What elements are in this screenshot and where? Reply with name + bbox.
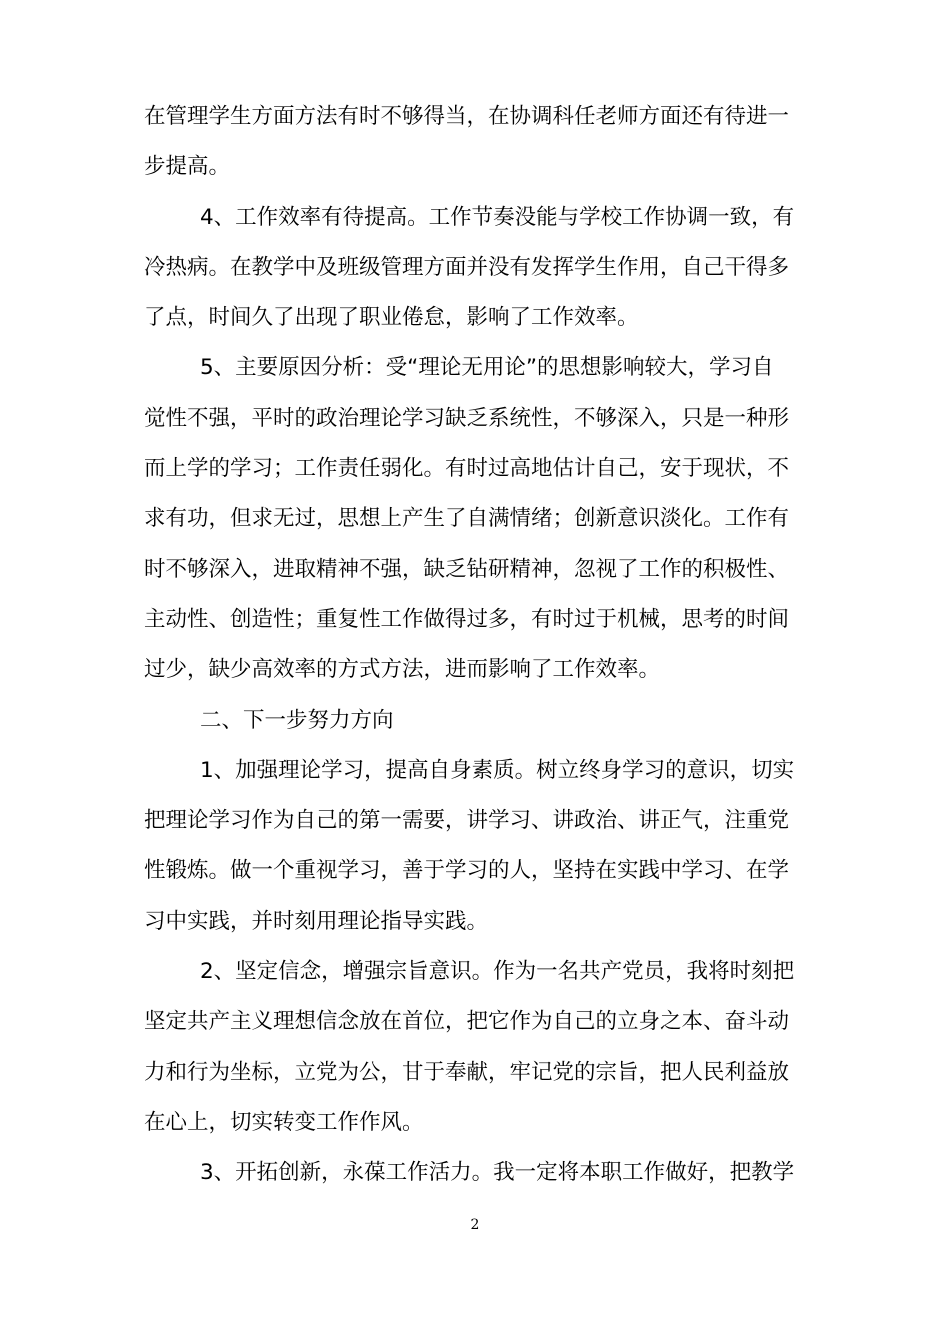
text-line-16: 性锻炼。做一个重视学习，善于学习的人，坚持在实践中学习、在学 bbox=[144, 858, 790, 884]
text-line-11: 主动性、创造性；重复性工作做得过多，有时过于机械，思考的时间 bbox=[144, 606, 790, 632]
text-line-1: 在管理学生方面方法有时不够得当，在协调科任老师方面还有待进一 bbox=[144, 104, 790, 129]
text-line-21: 在心上，切实转变工作作风。 bbox=[144, 1109, 424, 1135]
text-line-10: 时不够深入，进取精神不强，缺乏钻研精神，忽视了工作的积极性、 bbox=[144, 556, 790, 582]
body-text bbox=[144, 92, 834, 1199]
page-number: 2 bbox=[470, 1217, 480, 1233]
text-line-22: 3、开拓创新，永葆工作活力。我一定将本职工作做好，把教学 bbox=[200, 1160, 795, 1186]
text-line-2: 步提高。 bbox=[144, 154, 231, 180]
text-line-17: 习中实践，并时刻用理论指导实践。 bbox=[144, 908, 489, 934]
text-line-19: 坚定共产主义理想信念放在首位，把它作为自己的立身之本、奋斗动 bbox=[144, 1009, 790, 1035]
text-line-3: 4、工作效率有待提高。工作节奏没能与学校工作协调一致，有 bbox=[200, 204, 795, 230]
text-line-15: 把理论学习作为自己的第一需要，讲学习、讲政治、讲正气，注重党 bbox=[144, 808, 790, 834]
text-line-4: 冷热病。在教学中及班级管理方面并没有发挥学生作用，自己干得多 bbox=[144, 254, 790, 280]
text-line-8: 而上学的学习；工作责任弱化。有时过高地估计自己，安于现状，不 bbox=[144, 456, 790, 482]
text-line-18: 2、坚定信念，增强宗旨意识。作为一名共产党员，我将时刻把 bbox=[200, 959, 795, 985]
section-heading: 二、下一步努力方向 bbox=[200, 707, 394, 733]
text-line-20: 力和行为坐标，立党为公，甘于奉献，牢记党的宗旨，把人民利益放 bbox=[144, 1059, 790, 1085]
text-line-9: 求有功，但求无过，思想上产生了自满情绪；创新意识淡化。工作有 bbox=[144, 506, 790, 532]
text-line-5: 了点，时间久了出现了职业倦怠，影响了工作效率。 bbox=[144, 305, 639, 331]
text-line-12: 过少，缺少高效率的方式方法，进而影响了工作效率。 bbox=[144, 657, 661, 683]
text-line-7: 觉性不强，平时的政治理论学习缺乏系统性，不够深入，只是一种形 bbox=[144, 405, 790, 431]
text-line-6: 5、主要原因分析：受“理论无用论”的思想影响较大，学习自 bbox=[200, 355, 774, 381]
text-line-14: 1、加强理论学习，提高自身素质。树立终身学习的意识，切实 bbox=[200, 757, 795, 783]
